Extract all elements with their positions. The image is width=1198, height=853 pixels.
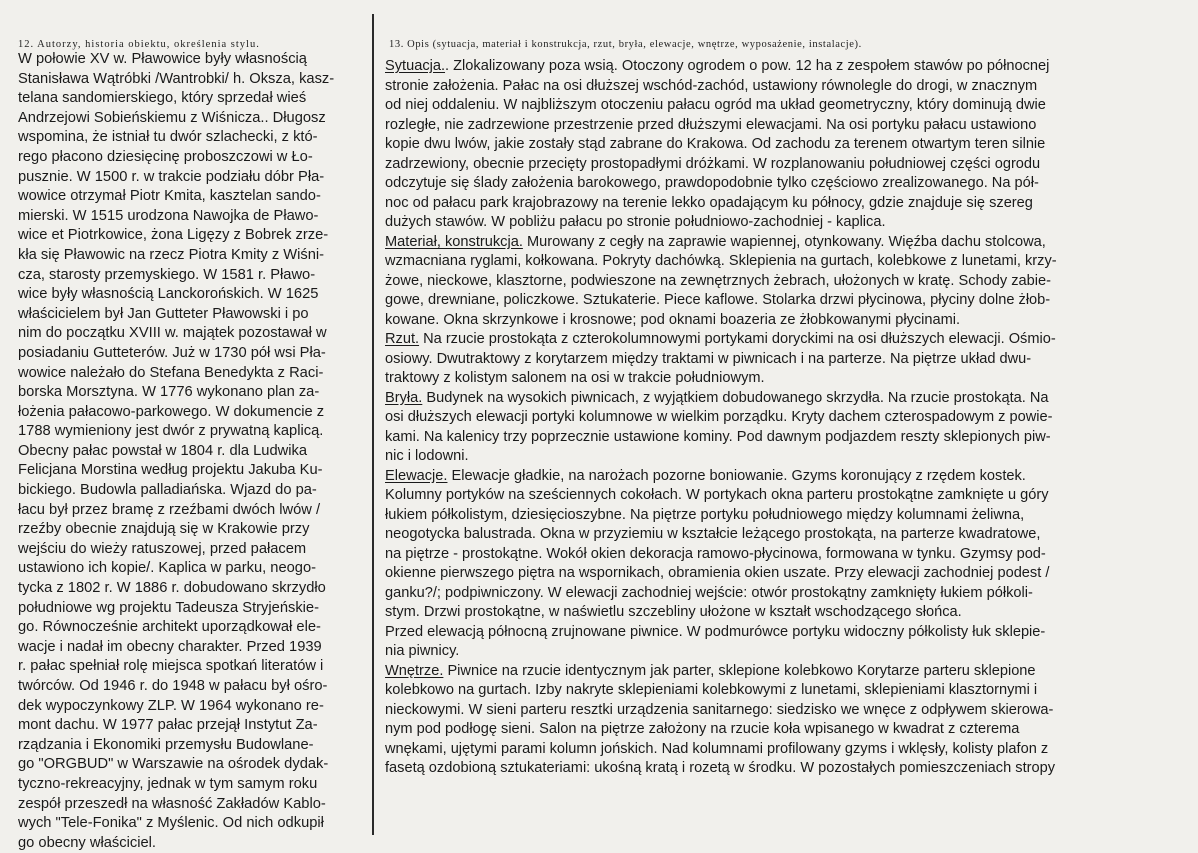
description-text-line bbox=[385, 77, 1175, 97]
history-text-line: łacu był przez bramę z rzeźbami dwóch lwów / bbox=[18, 501, 321, 518]
description-text-line bbox=[385, 213, 1175, 233]
description-text-line bbox=[385, 350, 1175, 370]
description-text: kami. Na kalenicy trzy poprzecznie ustawione kominy. Pod dawnym podjazdem reszty sklepionych piw- bbox=[385, 428, 1051, 445]
description-text: nic i lodowni. bbox=[385, 448, 469, 464]
history-text-line: rzeźby obecnie znajdują się w Krakowie przy bbox=[18, 521, 310, 538]
description-text: ganku?/; podpiwniczony. W elewacji zachodniej wejście: otwór prostokątny zamknięty łukiem półkoli- bbox=[385, 584, 1033, 601]
description-text-line bbox=[385, 389, 1175, 409]
description-text: Murowany z cegły na zaprawie wapiennej, otynkowany. Więźba dachu stolcowa, bbox=[522, 233, 1046, 250]
description-text-line bbox=[385, 311, 1175, 331]
description-text: wnękami, ujętymi parami kolumn jońskich. Nad kolumnami profilowany gzyms i wklęsły, kolisty plafon z bbox=[385, 740, 1049, 757]
description-text-line bbox=[385, 233, 1175, 253]
description-text: gowe, drewniane, policzkowe. Sztukaterie. Piece kaflowe. Stolarka drzwi płycinowa, płyciny dolne żłob- bbox=[385, 292, 1051, 308]
section-label: Elewacje. bbox=[385, 467, 448, 484]
description-text: żowe, nieckowe, klasztorne, podwieszone na zewnętrznych żebrach, ułożonych w kratę. Schody zabie- bbox=[385, 272, 1051, 289]
description-text-line bbox=[385, 96, 1175, 116]
section-label: Sytuacja. bbox=[385, 58, 446, 74]
description-text-line bbox=[385, 584, 1175, 604]
history-text-line: telana sandomierskiego, który sprzedał wieś bbox=[18, 90, 307, 107]
description-text: traktowy z kolistym salonem na osi w trakcie południowym. bbox=[385, 370, 765, 386]
description-text: noc od pałacu park krajobrazowy na terenie lekko opadającym ku północy, gdzie znajduje się szereg bbox=[385, 194, 1033, 211]
description-text: łukiem półkolistym, dziesięcioszybne. Na piętrze portyku południowego między kolumnami żeliwna, bbox=[385, 506, 1025, 523]
history-text-line: Felicjana Morstina według projektu Jakuba Ku- bbox=[18, 462, 323, 479]
description-text: Przed elewacją północną zrujnowane piwnice. W podmurówce portyku widoczny półkolisty łuk sklepie- bbox=[385, 623, 1046, 640]
description-text-line bbox=[385, 467, 1175, 487]
description-text: osiowy. Dwutraktowy z korytarzem między traktami w piwnicach i na parterze. Na piętrze układ dwu- bbox=[385, 350, 1032, 367]
history-text-line: rego płacono dziesięcinę proboszczowi w Ło- bbox=[18, 148, 313, 165]
description-text: nieckowymi. W sieni parteru resztki urządzenia sanitarnego: siedzisko we wnęce z odpływem skierowa- bbox=[385, 701, 1054, 718]
description-text-line bbox=[385, 447, 1175, 467]
description-text: kolebkowo na gurtach. Izby nakryte sklepieniami kolebkowymi z lunetami, sklepieniami klasztornymi i bbox=[385, 682, 1038, 698]
description-text: dużych stawów. W pobliżu pałacu po stronie południowo-zachodniej - kaplica. bbox=[385, 214, 886, 230]
description-text: Elewacje gładkie, na narożach pozorne boniowanie. Gzyms koronujący z rzędem kostek. bbox=[447, 467, 1026, 484]
history-text-line: wowice należało do Stefana Benedykta z Raci- bbox=[18, 364, 324, 381]
description-text-line bbox=[385, 486, 1175, 506]
history-text-line: Obecny pałac powstał w 1804 r. dla Ludwika bbox=[18, 442, 308, 459]
history-text-line: wspomina, że istniał tu dwór szlachecki, z któ- bbox=[18, 129, 318, 146]
history-text-line: go obecny właściciel. bbox=[18, 834, 156, 851]
description-text-line bbox=[385, 330, 1175, 350]
description-text-line bbox=[385, 194, 1175, 214]
description-text-line bbox=[385, 603, 1175, 623]
description-text-line bbox=[385, 57, 1175, 77]
history-text-line: wice et Piotrkowice, żona Ligęzy z Bobrek zrze- bbox=[18, 227, 329, 244]
history-text-line: południowe wg projektu Tadeusza Stryjeńskie- bbox=[18, 599, 319, 616]
description-text: Piwnice na rzucie identycznym jak parter, sklepione kolebkowo Korytarze parteru sklepione bbox=[443, 662, 1036, 679]
description-text-line bbox=[385, 252, 1175, 272]
description-text: Kolumny portyków na sześciennych cokołach. W portykach okna parteru prostokątne zamknięte u góry bbox=[385, 487, 1049, 503]
description-text-line bbox=[385, 642, 1175, 662]
history-text-line: tyczno-rekreacyjny, jednak w tym samym roku bbox=[18, 775, 318, 792]
history-text-line: wowice otrzymał Piotr Kmita, kasztelan sando- bbox=[18, 188, 321, 205]
description-text-line bbox=[385, 506, 1175, 526]
description-text-line bbox=[385, 545, 1175, 565]
description-text-line bbox=[385, 525, 1175, 545]
history-text-line: wych "Tele-Fonika" z Myślenic. Od nich odkupił bbox=[18, 815, 324, 832]
history-text-line: W połowie XV w. Pławowice były własnością bbox=[18, 51, 307, 67]
history-column bbox=[18, 50, 363, 853]
description-text-line bbox=[385, 759, 1175, 779]
description-text: na piętrze - prostokątne. Wokół okien dekoracja ramowo-płycinowa, formowana w tynku. Gzymsy pod- bbox=[385, 545, 1046, 562]
description-text: . Zlokalizowany poza wsią. Otoczony ogrodem o pow. 12 ha z zespołem stawów po północnej bbox=[445, 58, 1050, 74]
description-text: nym pod podłogę sieni. Salon na piętrze założony na rzucie koła wpisanego w kwadrat z czterema bbox=[385, 721, 1020, 737]
history-text-line: łożenia pałacowo-parkowego. W dokumencie z bbox=[18, 403, 325, 420]
column-divider bbox=[372, 14, 374, 835]
history-text-line: kła się Pławowic na rzecz Piotra Kmity z Wiśni- bbox=[18, 246, 325, 263]
section-label: Materiał, konstrukcja. bbox=[385, 233, 523, 250]
description-text-line bbox=[385, 623, 1175, 643]
description-text-line bbox=[385, 720, 1175, 740]
description-text-line bbox=[385, 272, 1175, 292]
history-text-line: bickiego. Budowla palladiańska. Wjazd do pa- bbox=[18, 482, 317, 499]
section-label: Rzut. bbox=[385, 331, 420, 347]
history-text-line: mont dachu. W 1977 pałac przejął Instytut Za- bbox=[18, 717, 318, 734]
history-text-line: mierski. W 1515 urodzona Nawojka de Pławo- bbox=[18, 207, 319, 224]
history-text-line: posiadaniu Gutteterów. Już w 1730 pół wsi Pła- bbox=[18, 344, 326, 361]
history-text-line: go. Równocześnie architekt uporządkował ele- bbox=[18, 619, 321, 636]
history-text-line: zespół przeszedł na własność Zakładów Kablo- bbox=[18, 795, 326, 812]
description-text-line bbox=[385, 174, 1175, 194]
history-text-line: wejściu do wieży ratuszowej, przed pałacem bbox=[18, 540, 307, 557]
description-text: Budynek na wysokich piwnicach, z wyjątkiem dobudowanego skrzydła. Na rzucie prostokąta. Na bbox=[422, 389, 1049, 406]
history-text-line: 1788 wymieniony jest dwór z prywatną kaplicą. bbox=[18, 423, 324, 440]
description-text: neogotycka balustrada. Okna w przyziemiu w kształcie leżącego prostokąta, na parterze kwadratowe, bbox=[385, 526, 1041, 542]
description-text-line bbox=[385, 701, 1175, 721]
history-text-line: rządzania i Ekonomiki przemysłu Budowlane- bbox=[18, 736, 314, 753]
description-text-line bbox=[385, 662, 1175, 682]
description-text: osi dłuższych elewacji portyki kolumnowe w wielkim porządku. Kryty dachem czterospadowym z powie- bbox=[385, 409, 1053, 425]
description-text-line bbox=[385, 428, 1175, 448]
description-text: kowane. Okna skrzynkowe i krosnowe; pod oknami boazeria ze żłobkowanymi płycinami. bbox=[385, 311, 961, 328]
history-text-line: cza, starosty przemyskiego. W 1581 r. Pławo- bbox=[18, 266, 316, 283]
description-text-line bbox=[385, 564, 1175, 584]
history-text-line: twórców. Od 1946 r. do 1948 w pałacu był ośro- bbox=[18, 678, 328, 694]
description-text-line bbox=[385, 369, 1175, 389]
history-text-line: dek wypoczynkowy ZLP. W 1964 wykonano re- bbox=[18, 697, 324, 714]
description-text: kopie dwu lwów, jakie zostały stąd zabrane do Krakowa. Od zachodu za terenem otwartym teren silnie bbox=[385, 136, 1046, 152]
history-text-line: borska Morsztyna. W 1776 wykonano plan za- bbox=[18, 384, 320, 401]
description-text: nia piwnicy. bbox=[385, 643, 460, 659]
history-text-line: wice były własnością Lanckorońskich. W 1625 bbox=[18, 286, 319, 303]
description-text: od niej oddaleniu. W najbliższym otoczeniu pałacu ogród ma układ geometryczny, który dominują dwie bbox=[385, 97, 1046, 113]
description-text: Na rzucie prostokąta z czterokolumnowymi portykami doryckimi na osi dłuższych elewacji. Ośmio- bbox=[419, 331, 1056, 347]
description-column bbox=[385, 57, 1175, 779]
history-text-line: r. pałac spełniał rolę miejsca spotkań literatów i bbox=[18, 658, 324, 675]
description-text: rozległe, nie zadrzewione przestrzenie przed dłuższymi elewacjami. Na osi portyku pałacu ustawiono bbox=[385, 116, 1037, 133]
description-text: wzmacniana ryglami, kołkowana. Pokryty dachówką. Sklepienia na gurtach, kolebkowe z lunetami, krzy- bbox=[385, 253, 1057, 269]
description-text: fasetą ozdobioną sztukateriami: ukośną kratą i rozetą w środku. W pozostałych pomieszczeniach stropy bbox=[385, 760, 1056, 776]
history-text-line: właścicielem był Jan Gutteter Pławowski i po bbox=[18, 305, 309, 322]
history-text-line: pusznie. W 1500 r. w trakcie podziału dóbr Pła- bbox=[18, 168, 325, 185]
description-text-line bbox=[385, 408, 1175, 428]
section-12-header: 12. Autorzy, historia obiektu, określenia stylu. bbox=[18, 39, 260, 50]
description-text: odczytuje się ślady założenia barokowego, prawdopodobnie tylko częściowo zrealizowanego. Na pół- bbox=[385, 175, 1039, 191]
history-text-line: ustawiono ich kopie/. Kaplica w parku, neogo- bbox=[18, 560, 317, 577]
description-text-line bbox=[385, 135, 1175, 155]
description-text-line bbox=[385, 681, 1175, 701]
description-text-line bbox=[385, 116, 1175, 136]
section-13-header: 13. Opis (sytuacja, materiał i konstrukcja, rzut, bryła, elewacje, wnętrze, wyposażenie, instalacje). bbox=[389, 39, 862, 50]
section-label: Wnętrze. bbox=[385, 662, 444, 679]
description-text-line bbox=[385, 740, 1175, 760]
section-label: Bryła. bbox=[385, 389, 423, 406]
description-text: stym. Drzwi prostokątne, w naświetlu szczebliny ułożone w kształt wschodzącego słońca. bbox=[385, 604, 962, 620]
history-text-line: nim do początku XVIII w. majątek pozostawał w bbox=[18, 325, 327, 342]
history-text-line: Stanisława Wątróbki /Wantrobki/ h. Oksza, kasz- bbox=[18, 70, 335, 87]
description-text: zadrzewiony, obecnie przecięty prostopadłymi dróżkami. W rozplanowaniu południowej części ogrodu bbox=[385, 155, 1041, 172]
history-text-line: Andrzejowi Sobieńskiemu z Wiśnicza.. Długosz bbox=[18, 109, 326, 126]
description-text-line bbox=[385, 291, 1175, 311]
description-text-line bbox=[385, 155, 1175, 175]
description-text: stronie założenia. Pałac na osi dłuższej wschód-zachód, ustawiony równolegle do drogi, w znacznym bbox=[385, 77, 1038, 94]
history-text-line: go "ORGBUD" w Warszawie na ośrodek dydak- bbox=[18, 756, 329, 773]
history-text-line: wacje i nadał im obecny charakter. Przed 1939 bbox=[18, 638, 322, 655]
description-text: okienne pierwszego piętra na wspornikach, obramienia okien uszate. Przy elewacji zachodniej podest / bbox=[385, 565, 1050, 581]
history-text-line: tycka z 1802 r. W 1886 r. dobudowano skrzydło bbox=[18, 580, 326, 597]
